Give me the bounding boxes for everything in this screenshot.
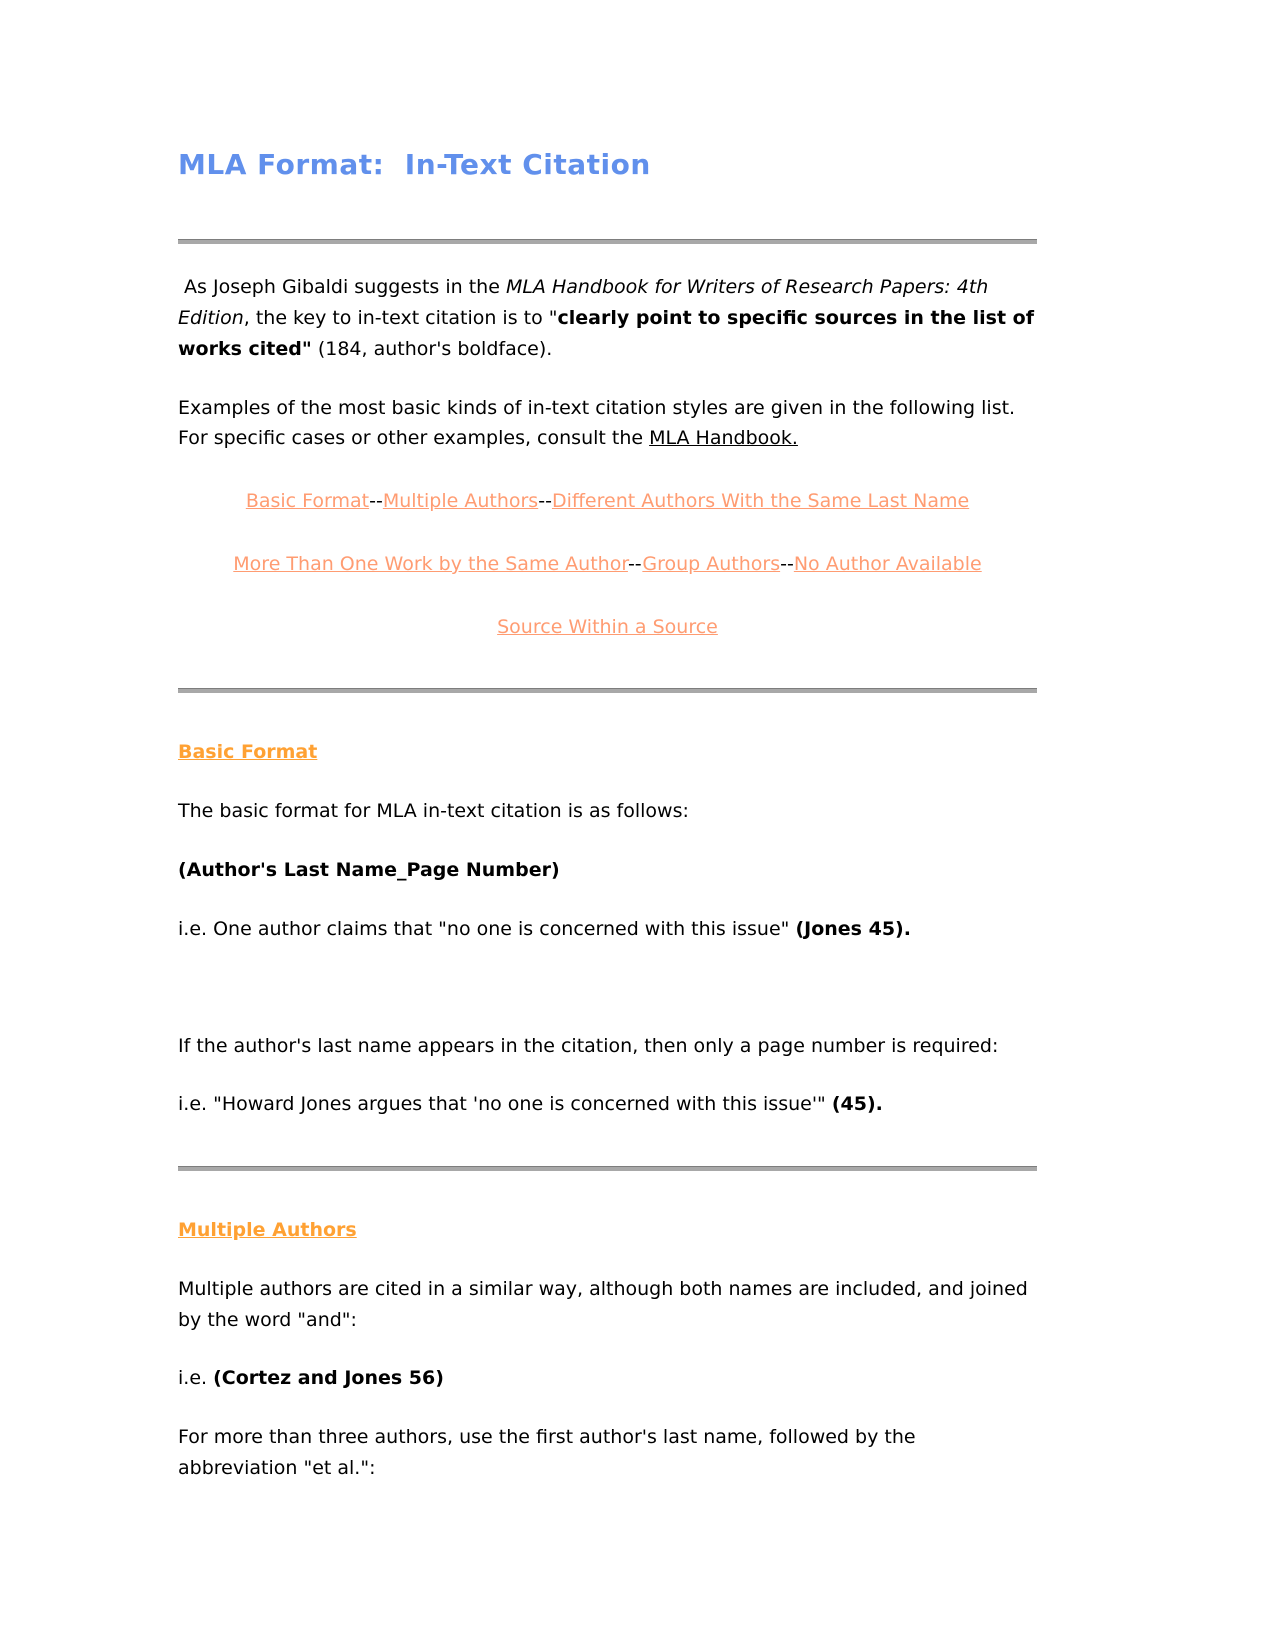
page-title: MLA Format: In-Text Citation [178, 148, 651, 181]
basic-format-example-1 [178, 914, 1037, 945]
text-run: As Joseph Gibaldi suggests in the [178, 276, 506, 299]
toc-separator: -- [780, 552, 794, 575]
divider-top [178, 239, 1037, 244]
toc-link-different-authors-same-last-name[interactable]: Different Authors With the Same Last Name [551, 490, 970, 513]
multiple-authors-note: For more than three authors, use the first author's last name, followed by the abbreviation "et al.": [178, 1426, 922, 1479]
bold-citation-run: (Jones 45). [795, 917, 911, 940]
toc-separator: -- [627, 552, 643, 575]
text-run: (184, author's boldface). [311, 337, 553, 360]
basic-format-pattern: (Author's Last Name_Page Number) [178, 859, 560, 882]
toc-line-1 [178, 486, 1037, 517]
toc-separator: -- [538, 490, 552, 513]
toc-line-3 [178, 612, 1037, 643]
intro-paragraph-gibaldi [178, 272, 1041, 364]
text-run: i.e. "Howard Jones argues that 'no one is concerned with this issue'" [178, 1093, 832, 1116]
divider-after-toc [178, 688, 1037, 693]
toc-link-multiple-authors[interactable]: Multiple Authors [382, 490, 539, 513]
toc-line-2 [178, 549, 1037, 580]
basic-format-example-2 [178, 1089, 1037, 1120]
bold-citation-run: (Cortez and Jones 56) [213, 1367, 444, 1390]
toc-link-more-than-one-work[interactable]: More Than One Work by the Same Author [233, 552, 628, 575]
toc-separator: -- [369, 490, 383, 513]
divider-after-basic-format [178, 1166, 1037, 1171]
text-run: Examples of the most basic kinds of in-text citation styles are given in the following list. For specific cases or other examples, consult the [178, 396, 1022, 450]
mla-handbook-underlined: MLA Handbook. [649, 427, 798, 450]
bold-quote-run: clearly point to specific sources in the list of works cited" [178, 307, 1041, 360]
toc-link-no-author-available[interactable]: No Author Available [793, 552, 982, 575]
text-run: i.e. One author claims that "no one is concerned with this issue" [178, 917, 796, 940]
bold-citation-run: (45). [831, 1093, 883, 1116]
multiple-authors-intro: Multiple authors are cited in a similar way, although both names are included, and joined by the word "and": [178, 1277, 1034, 1331]
multiple-authors-example [178, 1363, 1037, 1394]
toc-link-group-authors[interactable]: Group Authors [642, 552, 781, 575]
text-run: i.e. [178, 1367, 214, 1390]
section-heading-basic-format: Basic Format [178, 741, 318, 764]
toc-link-basic-format[interactable]: Basic Format [245, 490, 370, 513]
intro-paragraph-examples [178, 393, 1037, 455]
text-run: , the key to in-text citation is to " [243, 307, 558, 330]
toc-link-source-within-a-source[interactable]: Source Within a Source [497, 615, 718, 638]
basic-format-note: If the author's last name appears in the citation, then only a page number is required: [178, 1034, 999, 1057]
italic-book-title: MLA Handbook for Writers of Research Papers: 4th Edition [178, 276, 995, 330]
section-heading-multiple-authors: Multiple Authors [178, 1219, 357, 1242]
basic-format-intro: The basic format for MLA in-text citation is as follows: [178, 800, 689, 823]
